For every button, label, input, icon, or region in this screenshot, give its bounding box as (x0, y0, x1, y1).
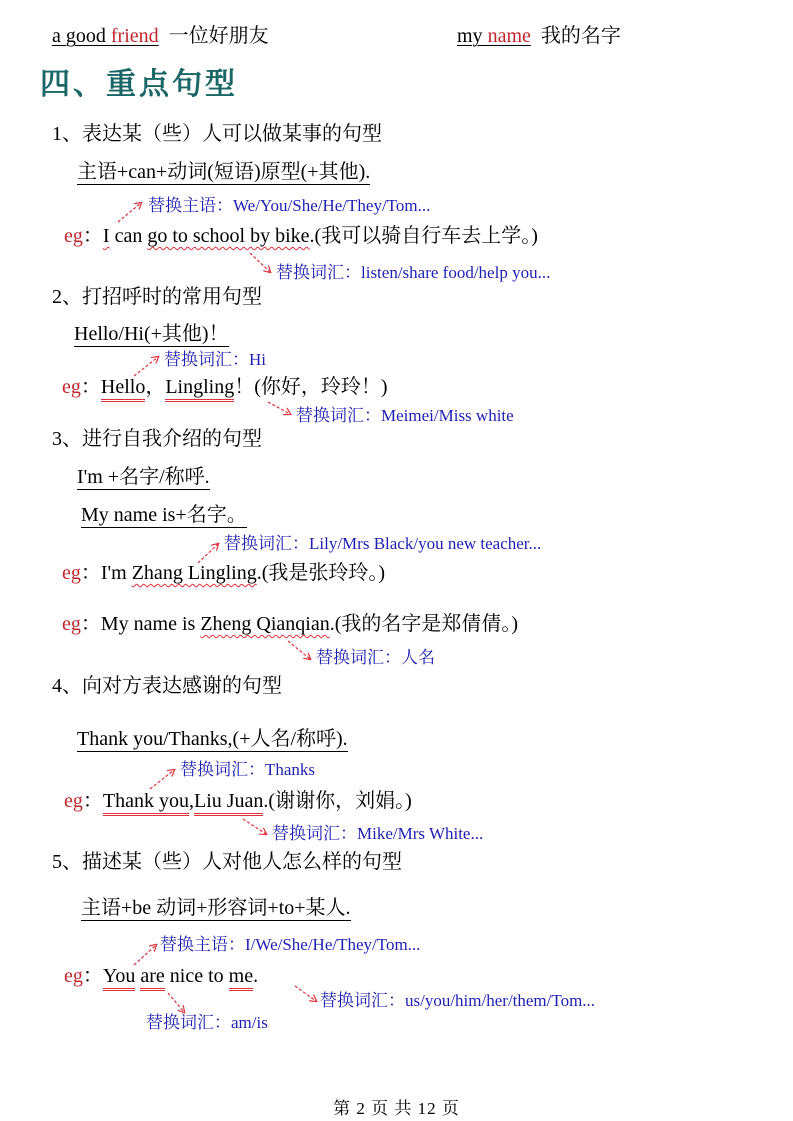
pattern-3-example-1 (62, 563, 385, 583)
note-label: 替换词汇： (180, 760, 265, 779)
pattern-2-note-bottom (296, 407, 514, 424)
note-label: 替换词汇： (164, 350, 249, 369)
pattern-3-formula-1 (77, 467, 210, 490)
vocab-lead: my (457, 25, 488, 47)
vocab-lead: a good (52, 25, 111, 47)
example-phrase: Thank you (103, 790, 189, 816)
arrow-1-up (118, 203, 141, 222)
arrow-2-up (134, 357, 158, 376)
eg-label: eg (62, 562, 81, 584)
arrow-4-up (150, 770, 174, 789)
example-text: nice to (164, 965, 229, 987)
example-phrase: go to school by bike (147, 225, 310, 247)
pattern-5-note-bottom (146, 1014, 268, 1031)
note-label: 替换词汇： (296, 406, 381, 425)
vocab-phrase (52, 25, 159, 47)
note-label: 替换词汇： (224, 534, 309, 553)
example-text: ， (145, 376, 166, 398)
pattern-5-formula (81, 898, 351, 921)
arrow-1-down (250, 253, 270, 272)
pattern-2-title: 2、打招呼时的常用句型 (52, 286, 262, 308)
example-text: I'm (100, 562, 132, 584)
pattern-2-note-top (164, 351, 266, 368)
note-label: 替换主语： (160, 935, 245, 954)
example-subject: You (103, 965, 135, 991)
example-translation: .(我可以骑自行车去上学。) (309, 225, 538, 247)
pattern-3-example-2 (62, 614, 518, 634)
note-label: 替换词汇： (320, 991, 405, 1010)
pattern-3-note-top (224, 535, 541, 552)
example-name: Liu Juan (194, 790, 263, 816)
arrow-5-up (134, 945, 156, 965)
arrow-5-right (295, 986, 316, 1001)
eg-colon: ： (80, 376, 101, 398)
eg-colon: ： (82, 965, 103, 987)
example-translation: .(我是张玲玲。) (256, 562, 386, 584)
pattern-4-title: 4、向对方表达感谢的句型 (52, 675, 282, 697)
eg-label: eg (64, 790, 83, 812)
vocab-word: name (487, 25, 531, 47)
formula-text: 主语+can+动词(短语)原型(+其他). (77, 161, 371, 183)
note-text: am/is (231, 1013, 268, 1032)
example-period: . (253, 965, 259, 987)
note-label: 替换词汇： (316, 648, 401, 667)
formula-text: 主语+be 动词+形容词+to+某人. (81, 897, 351, 919)
note-label: 替换词汇： (272, 824, 357, 843)
pattern-1-note-top (148, 197, 430, 214)
note-text: Hi (249, 350, 266, 369)
pattern-3-formula-2 (81, 505, 247, 528)
example-object: me (229, 965, 253, 991)
arrow-5-down (168, 993, 184, 1012)
example-name: Zhang Lingling (131, 562, 257, 584)
note-text: listen/share food/help you... (361, 263, 551, 282)
note-text: us/you/him/her/them/Tom... (405, 991, 596, 1010)
note-text: Meimei/Miss white (381, 406, 514, 425)
vocab-meaning: 一位好朋友 (168, 25, 269, 47)
pattern-5-note-top (160, 936, 420, 953)
example-name: Zheng Qianqian (200, 613, 330, 635)
pattern-4-formula (77, 729, 348, 752)
vocab-item-2 (457, 26, 621, 46)
eg-label: eg (64, 225, 83, 247)
pattern-1-formula (77, 162, 370, 185)
arrow-4-down (243, 819, 266, 834)
eg-label: eg (64, 965, 83, 987)
pattern-4-note-bottom (272, 825, 483, 842)
formula-text: My name is+名字。 (81, 504, 247, 526)
eg-colon: ： (80, 613, 101, 635)
vocab-phrase (457, 25, 531, 47)
arrow-2-down (268, 402, 290, 414)
example-subject: I (102, 225, 110, 247)
example-translation: .(谢谢你，刘娟。) (263, 790, 412, 812)
example-word: Hello (101, 376, 145, 402)
eg-colon: ： (82, 790, 103, 812)
eg-colon: ： (80, 562, 101, 584)
example-text: My name is (100, 613, 201, 635)
vocab-word: friend (110, 25, 159, 47)
example-translation: .(我的名字是郑倩倩。) (329, 613, 519, 635)
page-footer: 第 2 页 共 12 页 (333, 1099, 460, 1118)
note-text: Thanks (265, 760, 316, 779)
note-text: Mike/Mrs White... (357, 824, 484, 843)
pattern-5-note-right (320, 992, 595, 1009)
pattern-3-note-bottom (316, 649, 435, 666)
pattern-2-formula (74, 324, 229, 347)
pattern-1-example (64, 226, 538, 246)
note-label: 替换主语： (148, 196, 233, 215)
example-text: , (188, 790, 194, 812)
pattern-1-note-bottom (276, 264, 550, 281)
pattern-2-example (62, 377, 388, 397)
eg-label: eg (62, 613, 81, 635)
note-label: 替换词汇： (276, 263, 361, 282)
pattern-4-note-top (180, 761, 315, 778)
section-heading: 四、重点句型 (40, 67, 238, 102)
example-text: can (109, 225, 148, 247)
pattern-5-example (64, 966, 258, 986)
formula-text: Thank you/Thanks,(+人名/称呼). (77, 728, 348, 750)
note-text: I/We/She/He/They/Tom... (245, 935, 421, 954)
pattern-1-title: 1、表达某（些）人可以做某事的句型 (52, 123, 382, 145)
arrow-3-down (288, 641, 310, 659)
pattern-5-title: 5、描述某（些）人对他人怎么样的句型 (52, 851, 402, 873)
formula-text: I'm +名字/称呼. (77, 466, 210, 488)
note-label: 替换词汇： (146, 1013, 231, 1032)
example-name: Lingling (165, 376, 234, 402)
formula-text: Hello/Hi(+其他)！ (74, 323, 229, 345)
vocab-meaning: 我的名字 (540, 25, 621, 47)
pattern-3-title: 3、进行自我介绍的句型 (52, 428, 262, 450)
vocab-item-1 (52, 26, 269, 46)
arrow-3-up (198, 544, 218, 563)
note-text: Lily/Mrs Black/you new teacher... (309, 534, 542, 553)
note-text: We/You/She/He/They/Tom... (233, 196, 431, 215)
example-verb: are (140, 965, 164, 991)
note-text: 人名 (401, 648, 435, 667)
eg-label: eg (62, 376, 81, 398)
example-translation: ！(你好，玲玲！) (234, 376, 388, 398)
eg-colon: ： (82, 225, 103, 247)
pattern-4-example (64, 791, 412, 811)
